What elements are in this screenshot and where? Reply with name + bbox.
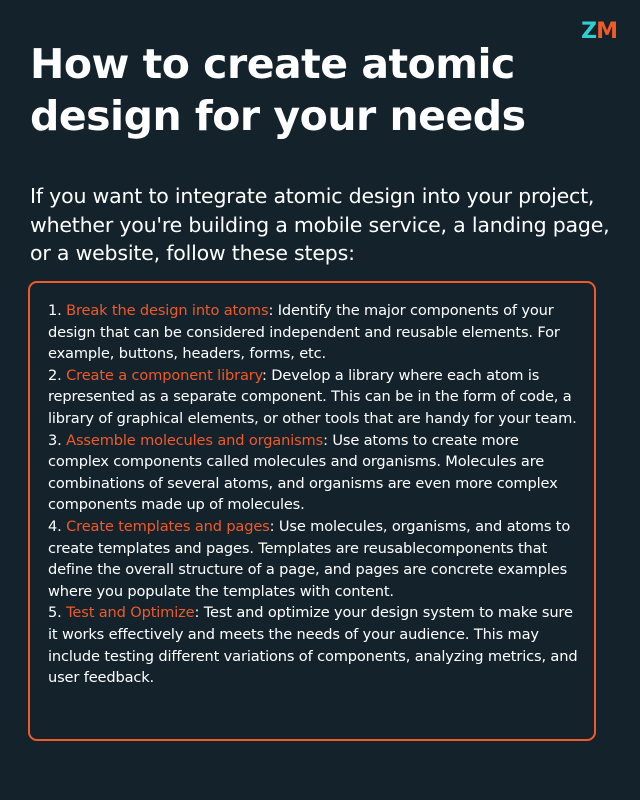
step-4 [48,516,584,602]
step-1 [48,300,584,365]
step-text: : Identify the major components of your design that can be considered independent and reusable elements. For example, buttons, headers, forms, etc. [48,302,560,363]
step-3 [48,430,584,516]
step-number: 2. [48,366,62,384]
step-number: 3. [48,431,62,449]
step-number: 5. [48,604,62,622]
logo-letter-z: Z [581,19,597,44]
step-text: : Test and optimize your design system to make sure it works effectively and meets the needs of your audience. This may include testing different variations of components, analyzing metrics, and user feedback. [48,604,578,687]
step-text: : Use atoms to create more complex components called molecules and organisms. Molecules are combinations of several atoms, and organisms are even more complex components made up of molecules. [48,431,558,514]
steps-box [28,281,596,741]
step-text: : Develop a library where each atom is represented as a separate component. This can be in the form of code, a library of graphical elements, or other tools that are handy for your team. [48,366,577,427]
intro-paragraph: If you want to integrate atomic design into your project, whether you're building a mobile service, a landing page, or a website, follow these steps: [30,184,610,265]
step-number: 4. [48,517,62,535]
step-5 [48,602,584,688]
step-heading: Test and Optimize [66,604,195,622]
logo-letter-m: M [596,19,617,44]
step-number: 1. [48,302,62,319]
step-2 [48,365,584,430]
page-title: How to create atomic design for your needs [30,40,526,140]
step-text: : Use molecules, organisms, and atoms to create templates and pages. Templates are reusablecomponents that define the overall structure of a page, and pages are concrete examples where you populate the templates with content. [48,517,571,600]
step-heading: Create a component library [66,366,263,384]
step-heading: Create templates and pages [66,517,270,535]
step-heading: Assemble molecules and organisms [66,431,324,449]
step-heading: Break the design into atoms [66,302,269,319]
